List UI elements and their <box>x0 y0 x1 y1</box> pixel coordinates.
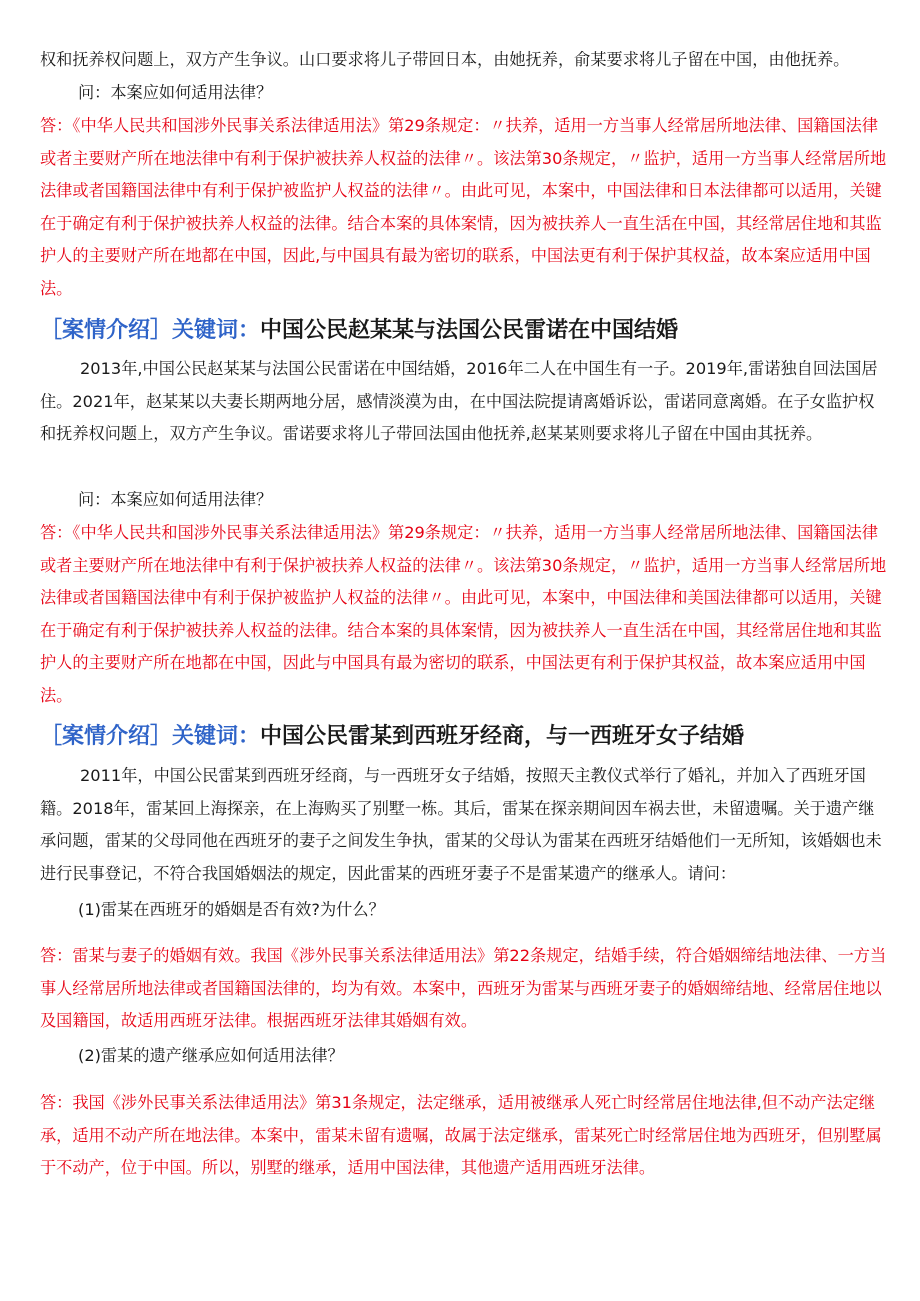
case2-heading-tag: ［案情介绍］ <box>40 318 173 343</box>
case2-question: 问：本案应如何适用法律？ <box>78 490 273 509</box>
case3-heading <box>40 720 900 754</box>
case2-heading-keyword-label: 关键词： <box>172 318 261 343</box>
case1-question: 问：本案应如何适用法律？ <box>78 83 273 102</box>
case3-heading-keyword-label: 关键词： <box>172 724 261 749</box>
case3-body: 2011年，中国公民雷某到西班牙经商，与一西班牙女子结婚，按照天主教仪式举行了婚礼，并加入了西班牙国籍。2018年，雷某回上海探亲，在上海购买了别墅一栋。其后，雷某在探亲期间因车祸去世，未留遗嘱。关于遗产继承问题，雷某的父母同他在西班牙的妻子之间发生争执，雷某的父母认为雷某在西班牙结婚他们一无所知，该婚姻也未进行民事登记，不符合我国婚姻法的规定，因此雷某的西班牙妻子不是雷某遗产的继承人。请问： <box>40 766 882 883</box>
case3-answer-2: 答：我国《涉外民事关系法律适用法》第31条规定，法定继承，适用被继承人死亡时经常居住地法律,但不动产法定继承，适用不动产所在地法律。本案中，雷某未留有遗嘱，故属于法定继承，雷某死亡时经常居住地为西班牙，但别墅属于不动产，位于中国。所以，别墅的继承，适用中国法律，其他遗产适用西班牙法律。 <box>40 1093 882 1177</box>
case2-heading-text: 中国公民赵某某与法国公民雷诺在中国结婚 <box>260 318 679 343</box>
case2-answer: 答：《中华人民共和国涉外民事关系法律适用法》第29条规定：〃扶养，适用一方当事人经常居所地法律、国籍国法律或者主要财产所在地法律中有利于保护被扶养人权益的法律〃。该法第30条规定，〃监护，适用一方当事人经常居所地法律或者国籍国法律中有利于保护被监护人权益的法律〃。由此可见，本案中，中国法律和美国法律都可以适用，关键在于确定有利于保护被扶养人权益的法律。结合本案的具体案情，因为被扶养人一直生活在中国，其经常居住地和其监护人的主要财产所在地都在中国，因此与中国具有最为密切的联系，中国法更有利于保护其权益，故本案应适用中国法。 <box>40 523 887 705</box>
case2-heading <box>40 314 900 348</box>
case3-question-2: (2)雷某的遗产继承应如何适用法律？ <box>78 1046 344 1065</box>
case1-answer: 答：《中华人民共和国涉外民事关系法律适用法》第29条规定：〃扶养，适用一方当事人经常居所地法律、国籍国法律或者主要财产所在地法律中有利于保护被扶养人权益的法律〃。该法第30条规定，〃监护，适用一方当事人经常居所地法律或者国籍国法律中有利于保护被监护人权益的法律〃。由此可见，本案中，中国法律和日本法律都可以适用，关键在于确定有利于保护被扶养人权益的法律。结合本案的具体案情，因为被扶养人一直生活在中国，其经常居住地和其监护人的主要财产所在地都在中国，因此,与中国具有最为密切的联系，中国法更有利于保护其权益，故本案应适用中国法。 <box>40 116 887 298</box>
intro-paragraph-tail: 权和抚养权问题上，双方产生争议。山口要求将儿子带回日本，由她抚养，俞某要求将儿子留在中国，由他抚养。 <box>40 50 850 69</box>
case3-heading-tag: ［案情介绍］ <box>40 724 173 749</box>
case3-answer-1: 答：雷某与妻子的婚姻有效。我国《涉外民事关系法律适用法》第22条规定，结婚手续，符合婚姻缔结地法律、一方当事人经常居所地法律或者国籍国法律的，均为有效。本案中，西班牙为雷某与西班牙妻子的婚姻缔结地、经常居住地以及国籍国，故适用西班牙法律。根据西班牙法律其婚姻有效。 <box>40 946 887 1030</box>
case2-body: 2013年,中国公民赵某某与法国公民雷诺在中国结婚，2016年二人在中国生有一子。2019年,雷诺独自回法国居住。2021年，赵某某以夫妻长期两地分居，感情淡漠为由，在中国法院提请离婚诉讼，雷诺同意离婚。在子女监护权和抚养权问题上，双方产生争议。雷诺要求将儿子带回法国由他抚养,赵某某则要求将儿子留在中国由其抚养。 <box>40 359 878 443</box>
case3-heading-text: 中国公民雷某到西班牙经商，与一西班牙女子结婚 <box>260 724 745 749</box>
case3-question-1: (1)雷某在西班牙的婚姻是否有效?为什么？ <box>78 900 385 919</box>
